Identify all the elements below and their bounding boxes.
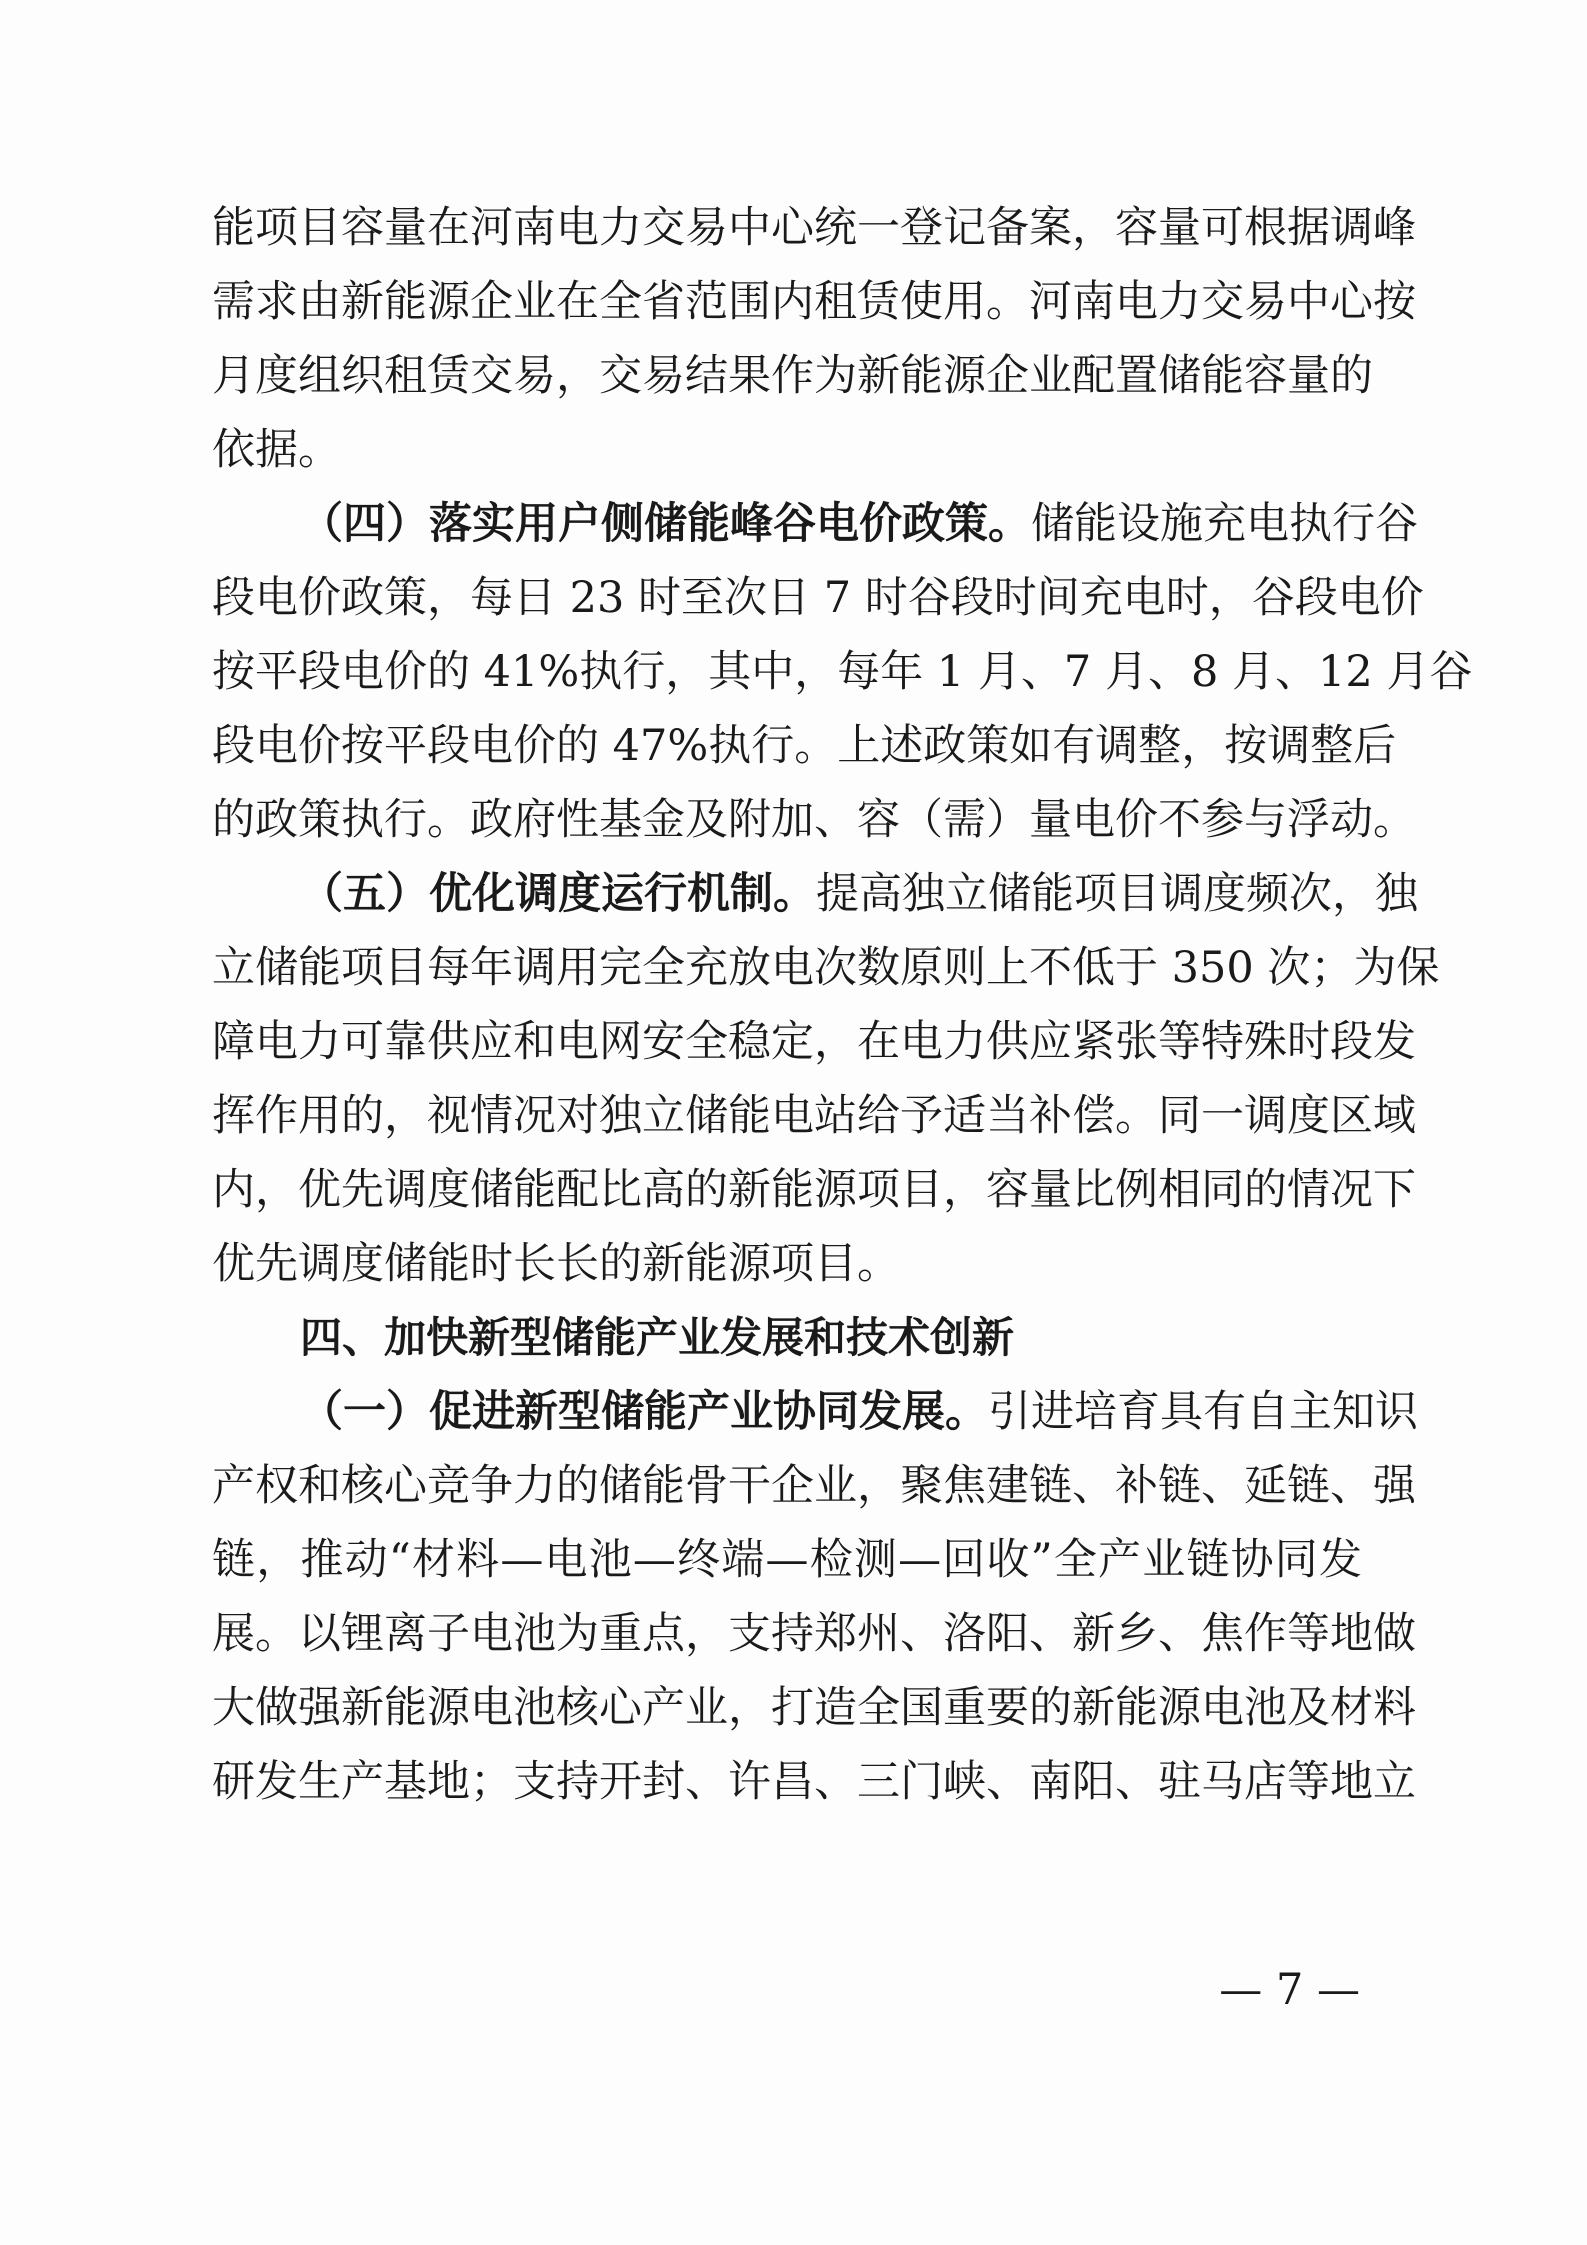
text-line: 段电价政策，每日 23 时至次日 7 时谷段时间充电时，谷段电价 [212,573,1424,623]
text-line: 依据。 [212,425,341,475]
text-line: 立储能项目每年调用完全充放电次数原则上不低于 350 次；为保 [212,943,1440,993]
section-title: （一）促进新型储能产业协同发展。 [300,1387,988,1437]
section-text: 引进培育具有自主知识 [988,1387,1418,1437]
text-line: 展。以锂离子电池为重点，支持郑州、洛阳、新乡、焦作等地做 [212,1609,1416,1659]
text-line: 优先调度储能时长长的新能源项目。 [212,1239,900,1289]
text-line: 按平段电价的 41%执行，其中，每年 1 月、7 月、8 月、12 月谷 [212,647,1473,697]
text-line: 内，优先调度储能配比高的新能源项目，容量比例相同的情况下 [212,1165,1416,1215]
section-text: 提高独立储能项目调度频次，独 [816,869,1418,919]
section-paragraph-4 [300,494,1418,554]
text-line: 研发生产基地；支持开封、许昌、三门峡、南阳、驻马店等地立 [212,1757,1416,1807]
text-line: 挥作用的，视情况对独立储能电站给予适当补偿。同一调度区域 [212,1091,1416,1141]
text-line: 大做强新能源电池核心产业，打造全国重要的新能源电池及材料 [212,1683,1416,1733]
text-line: 链，推动“材料—电池—终端—检测—回收”全产业链协同发 [212,1535,1362,1585]
page-number: — 7 — [1219,1965,1360,2015]
section-paragraph-5 [300,864,1418,924]
section-text: 储能设施充电执行谷 [1031,499,1418,549]
chapter-heading: 四、加快新型储能产业发展和技术创新 [300,1313,1015,1362]
section-paragraph-1 [300,1382,1418,1442]
section-title: （五）优化调度运行机制。 [300,869,816,919]
section-title: （四）落实用户侧储能峰谷电价政策。 [300,499,1031,549]
text-line: 段电价按平段电价的 47%执行。上述政策如有调整，按调整后 [212,721,1397,771]
text-line: 障电力可靠供应和电网安全稳定，在电力供应紧张等特殊时段发 [212,1017,1416,1067]
text-line: 月度组织租赁交易，交易结果作为新能源企业配置储能容量的 [212,351,1373,401]
text-line: 产权和核心竞争力的储能骨干企业，聚焦建链、补链、延链、强 [212,1461,1416,1511]
text-line: 能项目容量在河南电力交易中心统一登记备案，容量可根据调峰 [212,203,1416,253]
text-line: 需求由新能源企业在全省范围内租赁使用。河南电力交易中心按 [212,277,1416,327]
text-line: 的政策执行。政府性基金及附加、容（需）量电价不参与浮动。 [212,795,1416,845]
